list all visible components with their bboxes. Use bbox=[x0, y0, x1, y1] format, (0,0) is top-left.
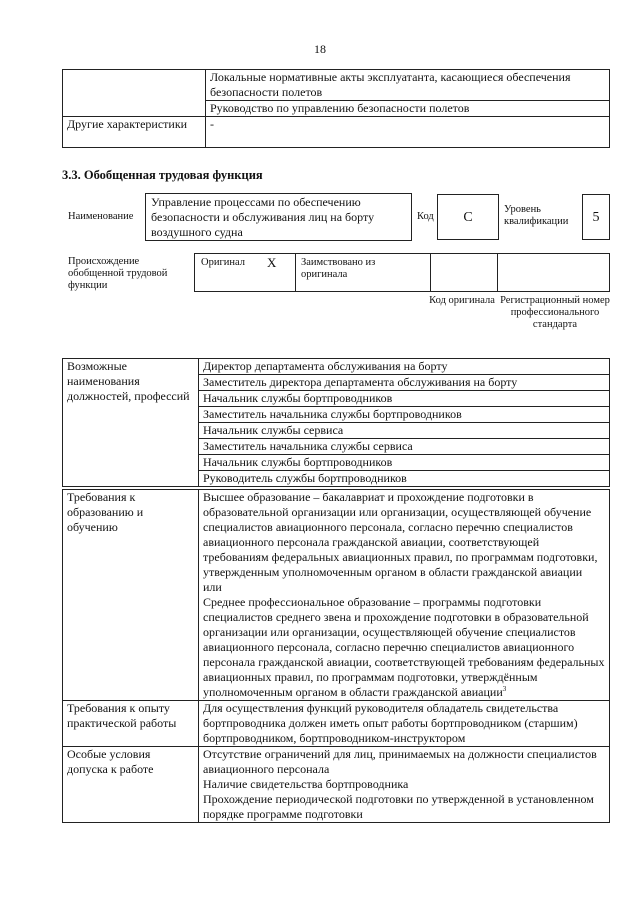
code-label: Код bbox=[417, 211, 434, 222]
code-value: C bbox=[437, 194, 499, 240]
requirement-label: Требования к опыту практической работы bbox=[63, 701, 199, 747]
table-row bbox=[63, 490, 610, 701]
empty-cell bbox=[63, 70, 206, 117]
name-label: Наименование bbox=[68, 211, 134, 222]
footnote-mark: 3 bbox=[502, 685, 507, 693]
list-item: Начальник службы сервиса bbox=[199, 423, 609, 439]
list-item: Начальник службы бортпроводников bbox=[199, 455, 609, 471]
table-cell: Локальные нормативные акты эксплуатанта, касающиеся обеспечения безопасности полетов bbox=[206, 70, 610, 101]
level-value: 5 bbox=[582, 194, 610, 240]
requirement-line: Высшее образование – бакалавриат и прохождение подготовки в образовательной организации или организации, осуществляющей обучение специалистов авиационного персонала, согласно перечню специалистов авиационного персонала гражданской авиации, соответствующей требованиям федеральных авиационных правил, по программам подготовки, утвержденным уполномоченным органом в области гражданской авиации bbox=[203, 490, 598, 579]
original-mark: X bbox=[267, 255, 277, 270]
section-heading: 3.3. Обобщенная трудовая функция bbox=[62, 168, 263, 182]
row-label: Другие характеристики bbox=[63, 117, 206, 148]
list-item: Заместитель начальника службы бортпроводников bbox=[199, 407, 609, 423]
list-item: Руководитель службы бортпроводников bbox=[203, 471, 407, 485]
name-value: Управление процессами по обеспечению безопасности и обслуживания лиц на борту воздушного судна bbox=[145, 193, 412, 241]
list-item: Директор департамента обслуживания на борту bbox=[199, 359, 609, 375]
table-row bbox=[63, 359, 610, 487]
origin-row bbox=[194, 253, 610, 292]
reg-number-caption: Регистрационный номер профессионального стандарта bbox=[500, 295, 610, 330]
borrowed-label: Заимствовано из оригинала bbox=[301, 257, 376, 280]
positions-label: Возможные наименования должностей, профессий bbox=[63, 359, 199, 487]
table-row bbox=[63, 117, 610, 148]
requirement-value bbox=[199, 490, 610, 701]
table-cell: Руководство по управлению безопасности полетов bbox=[206, 101, 610, 117]
table-row bbox=[63, 701, 610, 747]
positions-list bbox=[199, 359, 610, 487]
requirement-line: или bbox=[203, 580, 222, 594]
page-number: 18 bbox=[314, 42, 326, 56]
list-item: Начальник службы бортпроводников bbox=[199, 391, 609, 407]
positions-table bbox=[62, 358, 610, 487]
table-row bbox=[63, 70, 610, 101]
origin-label: Происхождение обобщенной трудовой функции bbox=[68, 256, 168, 291]
code-original-caption: Код оригинала bbox=[429, 295, 495, 306]
code-original-cell bbox=[430, 253, 498, 292]
reg-number-cell bbox=[497, 253, 610, 292]
borrowed-cell bbox=[295, 253, 431, 292]
requirement-line: Наличие свидетельства бортпроводника bbox=[203, 777, 409, 791]
requirement-line: Среднее профессиональное образование – программы подготовки специалистов среднего звена и прохождение подготовки в образовательной организации или организации, осуществляющей обучение специалистов авиационного персонала, согласно перечню специалистов авиационного персонала гражданской авиации, соответствующей требованиям федеральных авиационных правил, по программам подготовки, утверждённым уполномоченным органом в области гражданской авиации bbox=[203, 595, 605, 699]
requirement-label: Требования к образованию и обучению bbox=[63, 490, 199, 701]
requirement-value bbox=[199, 701, 610, 747]
requirement-label: Особые условия допуска к работе bbox=[63, 747, 199, 823]
requirement-line: Прохождение периодической подготовки по утвержденной в установленном порядке программе подготовки bbox=[203, 792, 594, 821]
table-row bbox=[63, 747, 610, 823]
level-label: Уровень квалификации bbox=[504, 204, 569, 227]
original-cell bbox=[194, 253, 296, 292]
requirement-line: Отсутствие ограничений для лиц, принимаемых на должности специалистов авиационного персонала bbox=[203, 747, 597, 776]
top-characteristics-table bbox=[62, 69, 610, 148]
requirement-line: Для осуществления функций руководителя обладатель свидетельства бортпроводника должен иметь опыт работы бортпроводником (старшим) бортпроводником, бортпроводником-инструктором bbox=[203, 701, 578, 745]
table-cell: - bbox=[206, 117, 610, 148]
list-item: Заместитель начальника службы сервиса bbox=[199, 439, 609, 455]
list-item: Заместитель директора департамента обслуживания на борту bbox=[199, 375, 609, 391]
original-label: Оригинал bbox=[201, 257, 245, 268]
requirements-table bbox=[62, 489, 610, 823]
requirement-value bbox=[199, 747, 610, 823]
